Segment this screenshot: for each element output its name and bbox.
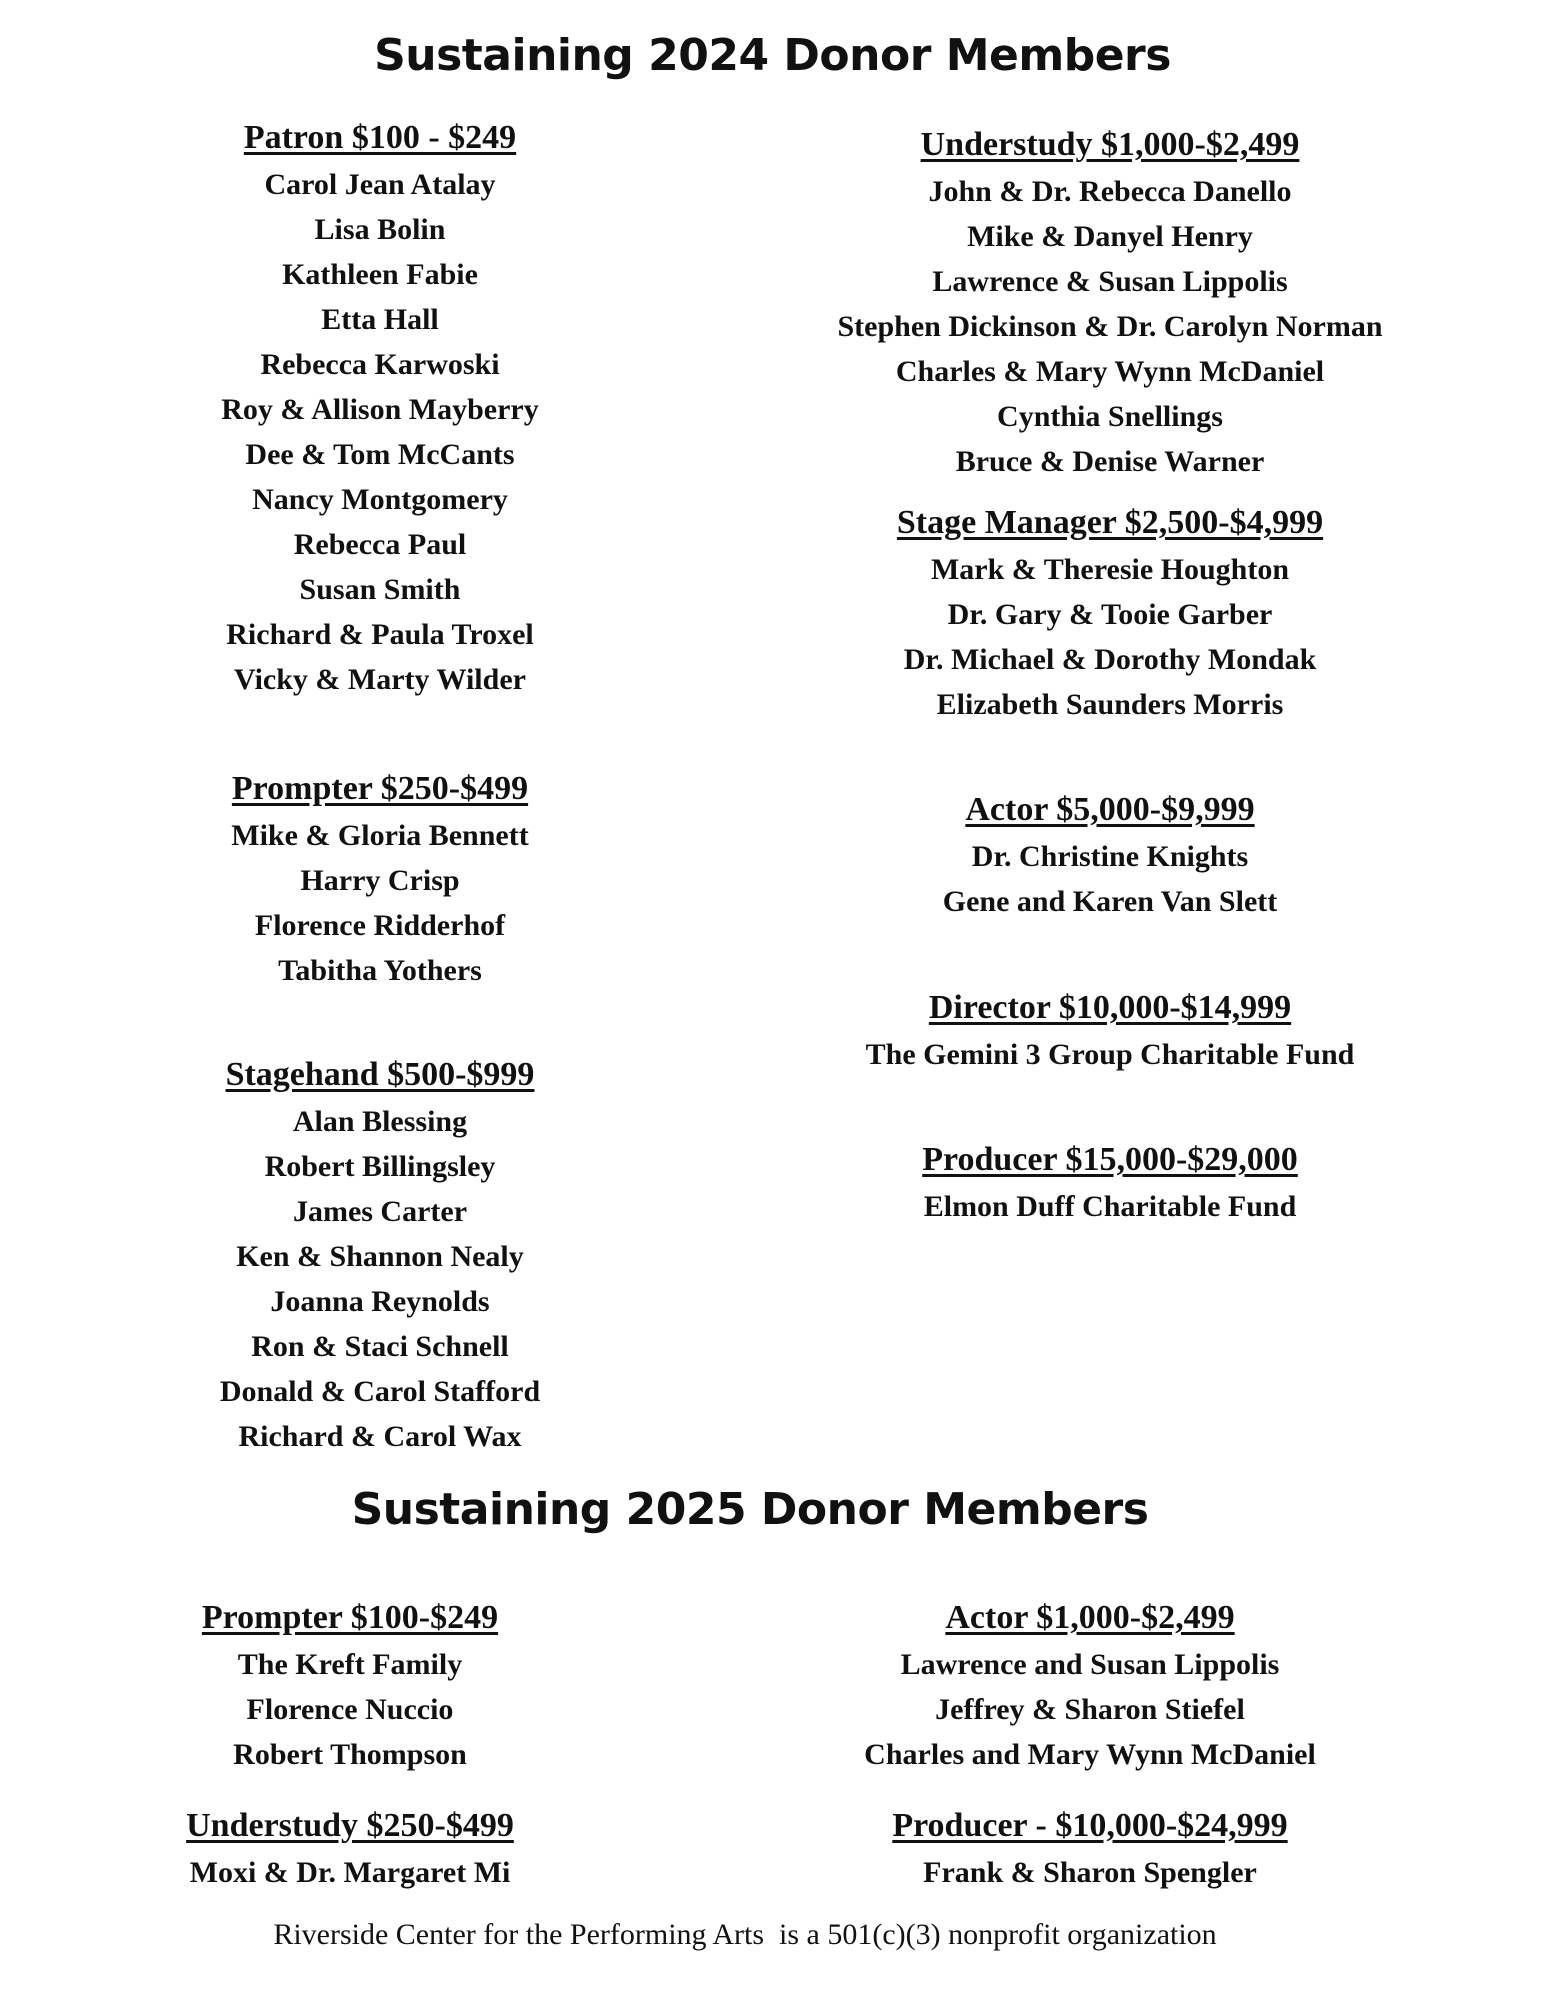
donor-name: Roy & Allison Mayberry [221, 393, 539, 426]
donor-name: Dee & Tom McCants [245, 438, 515, 471]
tier-heading: Understudy $1,000-$2,499 [920, 126, 1300, 163]
donor-name: Joanna Reynolds [270, 1285, 490, 1318]
tier-heading: Actor $5,000-$9,999 [965, 791, 1255, 828]
donor-name: Charles and Mary Wynn McDaniel [864, 1738, 1316, 1771]
donor-name: John & Dr. Rebecca Danello [928, 175, 1292, 208]
donor-name: James Carter [292, 1195, 468, 1228]
donor-name: Donald & Carol Stafford [219, 1375, 541, 1408]
donor-name: Carol Jean Atalay [264, 168, 496, 201]
tier-heading: Producer - $10,000-$24,999 [892, 1807, 1288, 1844]
donor-name: Harry Crisp [300, 864, 460, 897]
donor-name: Mark & Theresie Houghton [930, 553, 1290, 586]
tier-2024-producer [760, 1136, 1460, 1229]
tier-heading: Stage Manager $2,500-$4,999 [896, 504, 1324, 541]
donor-name: Ken & Shannon Nealy [236, 1240, 524, 1273]
donor-name: Stephen Dickinson & Dr. Carolyn Norman [837, 310, 1383, 343]
tier-2025-prompter [100, 1594, 600, 1777]
tier-heading: Prompter $100-$249 [201, 1599, 499, 1636]
donor-name: Mike & Danyel Henry [967, 220, 1253, 253]
donor-name: Etta Hall [321, 303, 439, 336]
donor-name: Lawrence & Susan Lippolis [932, 265, 1288, 298]
donor-name: Nancy Montgomery [252, 483, 508, 516]
donor-name: Cynthia Snellings [997, 400, 1223, 433]
donor-name: Florence Nuccio [246, 1693, 454, 1726]
donor-name: Elmon Duff Charitable Fund [923, 1190, 1297, 1223]
donor-name: Robert Billingsley [264, 1150, 496, 1183]
donor-name: Dr. Christine Knights [971, 840, 1249, 873]
donor-name: The Kreft Family [237, 1648, 463, 1681]
donor-name: Richard & Carol Wax [238, 1420, 522, 1453]
footer-note: Riverside Center for the Performing Arts is a 501(c)(3) nonprofit organization [273, 1918, 1217, 1951]
donor-name: Alan Blessing [292, 1105, 468, 1138]
donor-name: Florence Ridderhof [254, 909, 506, 942]
tier-2025-actor [740, 1594, 1440, 1777]
donor-name: Charles & Mary Wynn McDaniel [895, 355, 1325, 388]
donor-name: Ron & Staci Schnell [251, 1330, 509, 1363]
tier-2024-stage-manager [760, 499, 1460, 727]
tier-heading: Director $10,000-$14,999 [928, 989, 1292, 1026]
donor-name: Robert Thompson [233, 1738, 467, 1771]
donor-name: Vicky & Marty Wilder [234, 663, 526, 696]
tier-2024-director [760, 984, 1460, 1077]
tier-2024-stagehand [130, 1051, 630, 1459]
title-2025: Sustaining 2025 Donor Members [351, 1484, 1149, 1535]
donor-name: Frank & Sharon Spengler [923, 1856, 1257, 1889]
donor-name: Dr. Gary & Tooie Garber [947, 598, 1273, 631]
tier-heading: Understudy $250-$499 [186, 1807, 514, 1844]
tier-2025-producer [740, 1802, 1440, 1895]
tier-2024-patron [130, 114, 630, 702]
tier-2025-understudy [100, 1802, 600, 1895]
donor-name: Lawrence and Susan Lippolis [900, 1648, 1280, 1681]
donor-name: Jeffrey & Sharon Stiefel [935, 1693, 1245, 1726]
donor-name: Bruce & Denise Warner [955, 445, 1265, 478]
donor-name: Richard & Paula Troxel [226, 618, 534, 651]
donor-name: Susan Smith [299, 573, 461, 606]
donor-name: Gene and Karen Van Slett [942, 885, 1278, 918]
tier-heading: Patron $100 - $249 [243, 119, 517, 156]
tier-2024-prompter [130, 765, 630, 993]
donor-name: Moxi & Dr. Margaret Mi [189, 1856, 511, 1889]
donor-name: Rebecca Karwoski [260, 348, 500, 381]
donor-name: Tabitha Yothers [278, 954, 482, 987]
tier-2024-actor [760, 786, 1460, 924]
tier-heading: Producer $15,000-$29,000 [922, 1141, 1298, 1178]
tier-heading: Stagehand $500-$999 [225, 1056, 535, 1093]
donor-name: Mike & Gloria Bennett [231, 819, 529, 852]
donor-name: Lisa Bolin [314, 213, 446, 246]
donor-name: Elizabeth Saunders Morris [936, 688, 1284, 721]
donor-name: Kathleen Fabie [282, 258, 478, 291]
donor-name: The Gemini 3 Group Charitable Fund [865, 1038, 1355, 1071]
donor-name: Dr. Michael & Dorothy Mondak [903, 643, 1317, 676]
tier-heading: Actor $1,000-$2,499 [945, 1599, 1235, 1636]
tier-2024-understudy [760, 121, 1460, 484]
title-2024: Sustaining 2024 Donor Members [374, 30, 1171, 81]
donor-name: Rebecca Paul [293, 528, 467, 561]
tier-heading: Prompter $250-$499 [231, 770, 529, 807]
